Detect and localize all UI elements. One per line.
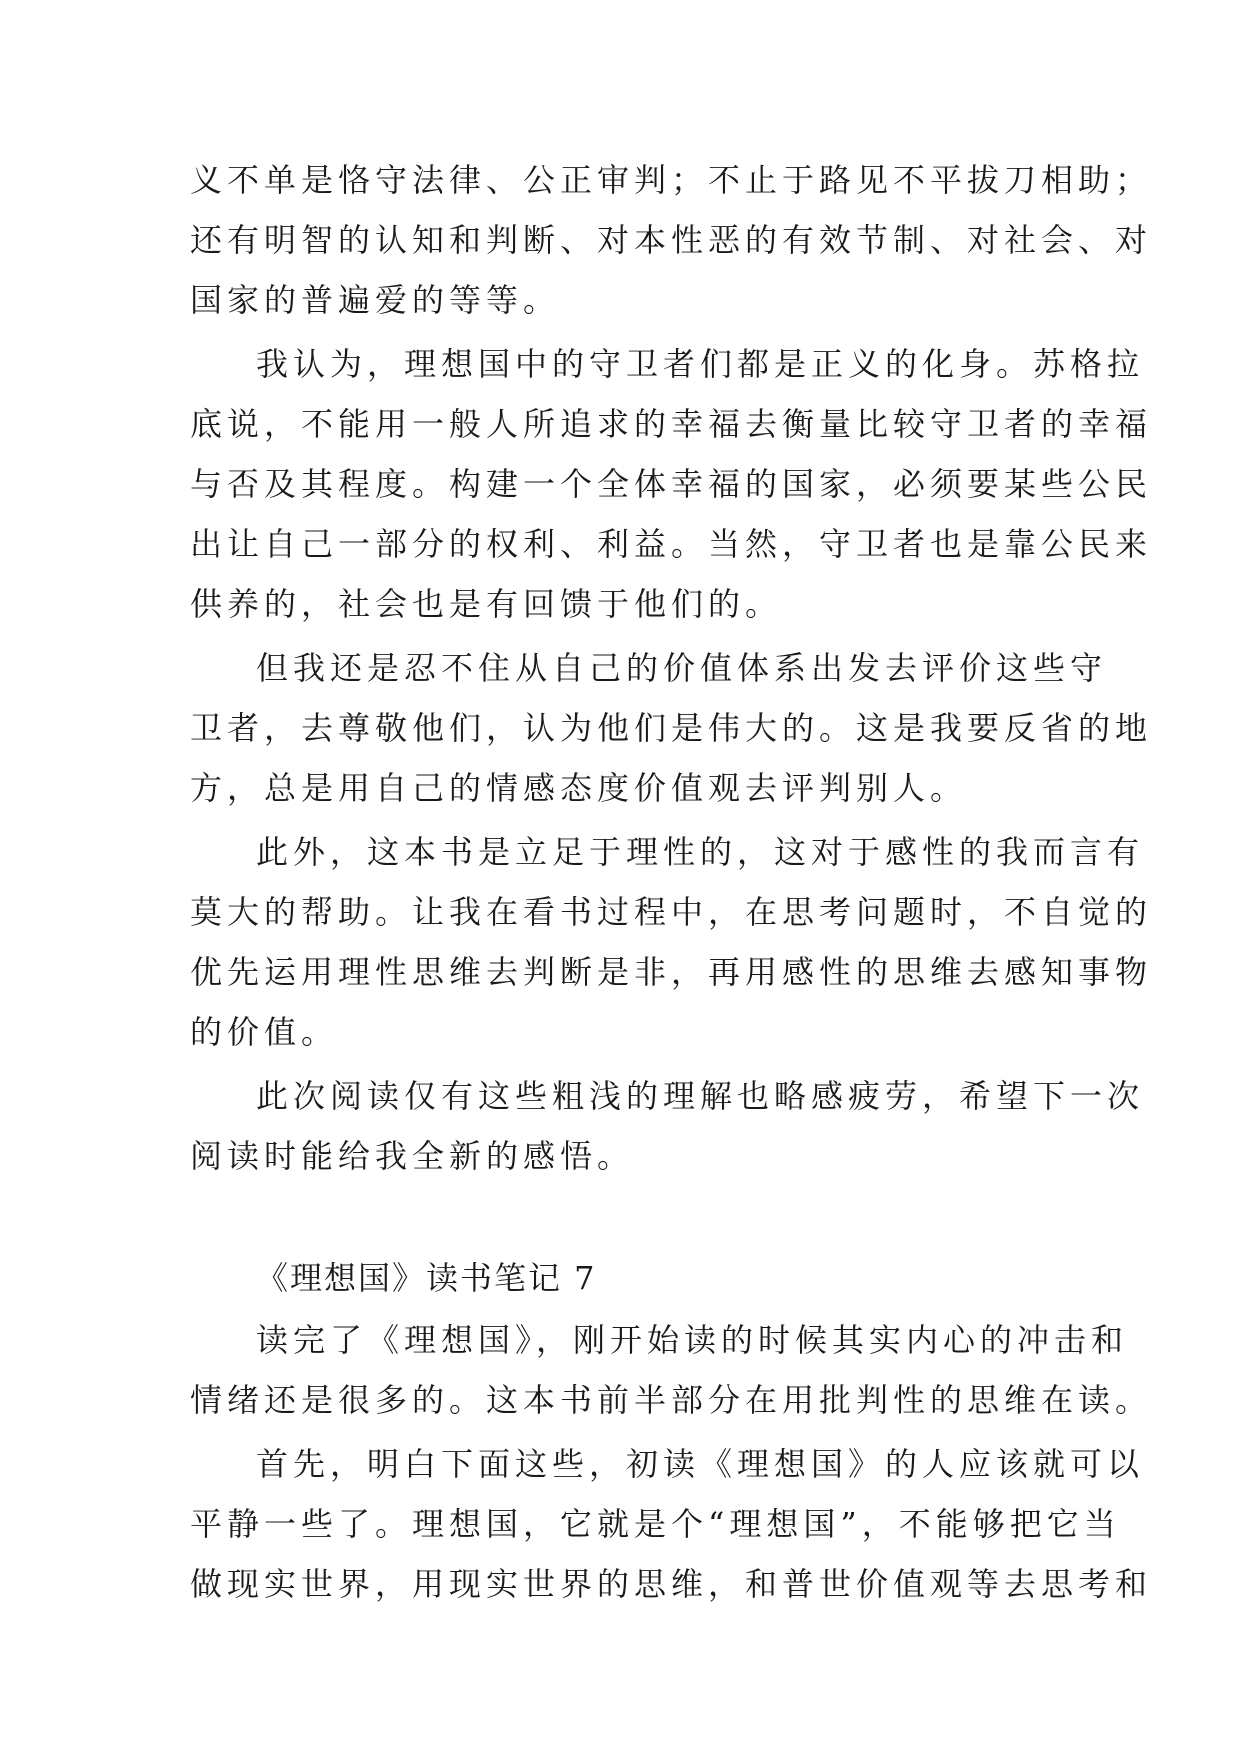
text-line: 平静一些了。理想国，它就是个“理想国”，不能够把它当 [190,1505,1121,1543]
text-line: 底说，不能用一般人所追求的幸福去衡量比较守卫者的幸福 [190,405,1153,443]
text-line: 卫者，去尊敬他们，认为他们是伟大的。这是我要反省的地 [190,709,1153,747]
text-line: 此次阅读仅有这些粗浅的理解也略感疲劳，希望下一次 [256,1077,1145,1115]
section-title: 《理想国》读书笔记 7 [256,1259,597,1297]
text-line: 莫大的帮助。让我在看书过程中，在思考问题时，不自觉的 [190,893,1153,931]
text-line: 出让自己一部分的权利、利益。当然，守卫者也是靠公民来 [190,525,1153,563]
text-line: 做现实世界，用现实世界的思维，和普世价值观等去思考和 [190,1565,1153,1603]
text-line: 方，总是用自己的情感态度价值观去评判别人。 [190,769,968,807]
text-line: 义不单是恪守法律、公正审判；不止于路见不平拔刀相助； [190,161,1153,199]
text-line: 读完了《理想国》，刚开始读的时候其实内心的冲击和 [256,1321,1129,1359]
text-line: 但我还是忍不住从自己的价值体系出发去评价这些守 [256,649,1108,687]
text-line: 与否及其程度。构建一个全体幸福的国家，必须要某些公民 [190,465,1153,503]
text-line: 国家的普遍爱的等等。 [190,281,561,319]
text-line: 还有明智的认知和判断、对本性恶的有效节制、对社会、对 [190,221,1153,259]
text-line: 优先运用理性思维去判断是非，再用感性的思维去感知事物 [190,953,1153,991]
text-line: 我认为，理想国中的守卫者们都是正义的化身。苏格拉 [256,345,1145,383]
text-line: 情绪还是很多的。这本书前半部分在用批判性的思维在读。 [190,1381,1153,1419]
text-line: 供养的，社会也是有回馈于他们的。 [190,585,783,623]
text-line: 此外，这本书是立足于理性的，这对于感性的我而言有 [256,833,1145,871]
text-line: 阅读时能给我全新的感悟。 [190,1137,635,1175]
text-line: 首先，明白下面这些，初读《理想国》的人应该就可以 [256,1445,1145,1483]
text-line: 的价值。 [190,1013,339,1051]
